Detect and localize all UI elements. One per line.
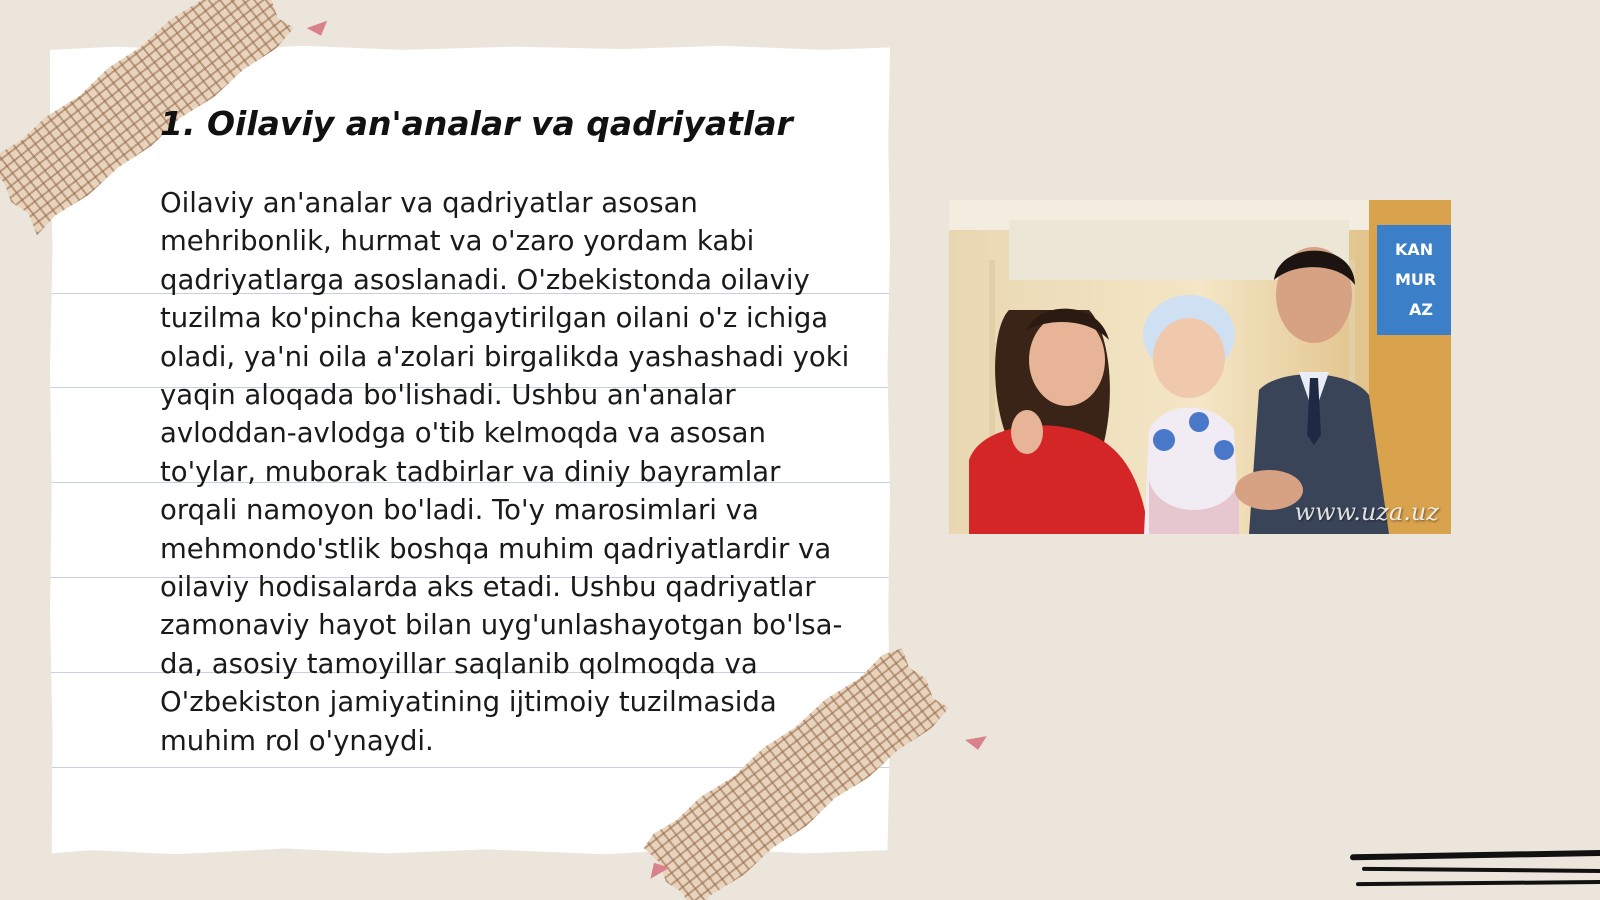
pin-icon — [307, 21, 332, 40]
svg-text:AZ: AZ — [1409, 300, 1433, 319]
family-photo-illustration — [949, 200, 1451, 534]
pin-icon — [965, 736, 989, 752]
svg-text:KAN: KAN — [1395, 240, 1434, 259]
body-paragraph: Oilaviy an'analar va qadriyatlar asosan mehribonlik, hurmat va o'zaro yordam kabi qadriyatlarga asoslanadi. O'zbekistonda oilaviy tuzilma ko'pincha kengaytirilgan oilani o'z ichiga oladi, ya'ni oila a'zolari birgalikda yashashadi yoki yaqin aloqada bo'lishadi. Ushbu an'analar avloddan-avlodga o'tib kelmoqda va asosan to'ylar, muborak tadbirlar va diniy bayramlar orqali namoyon bo'ladi. To'y marosimlari va mehmondo'stlik boshqa muhim qadriyatlardir va oilaviy hodisalarda aks etadi. Ushbu qadriyatlar zamonaviy hayot bilan uyg'unlashayotgan bo'lsa-da, asosiy tamoyillar saqlanib qolmoqda va O'zbekiston jamiyatining ijtimoiy tuzilmasida muhim rol o'ynaydi. — [160, 187, 850, 757]
family-photo — [949, 200, 1451, 534]
brush-stroke — [1356, 880, 1600, 886]
brush-stroke — [1362, 867, 1600, 873]
photo-watermark: www.uza.uz — [1294, 498, 1439, 526]
page-title: 1. Oilaviy an'analar va qadriyatlar — [160, 104, 793, 143]
svg-text:MUR: MUR — [1395, 270, 1437, 289]
brush-stroke — [1350, 850, 1600, 861]
